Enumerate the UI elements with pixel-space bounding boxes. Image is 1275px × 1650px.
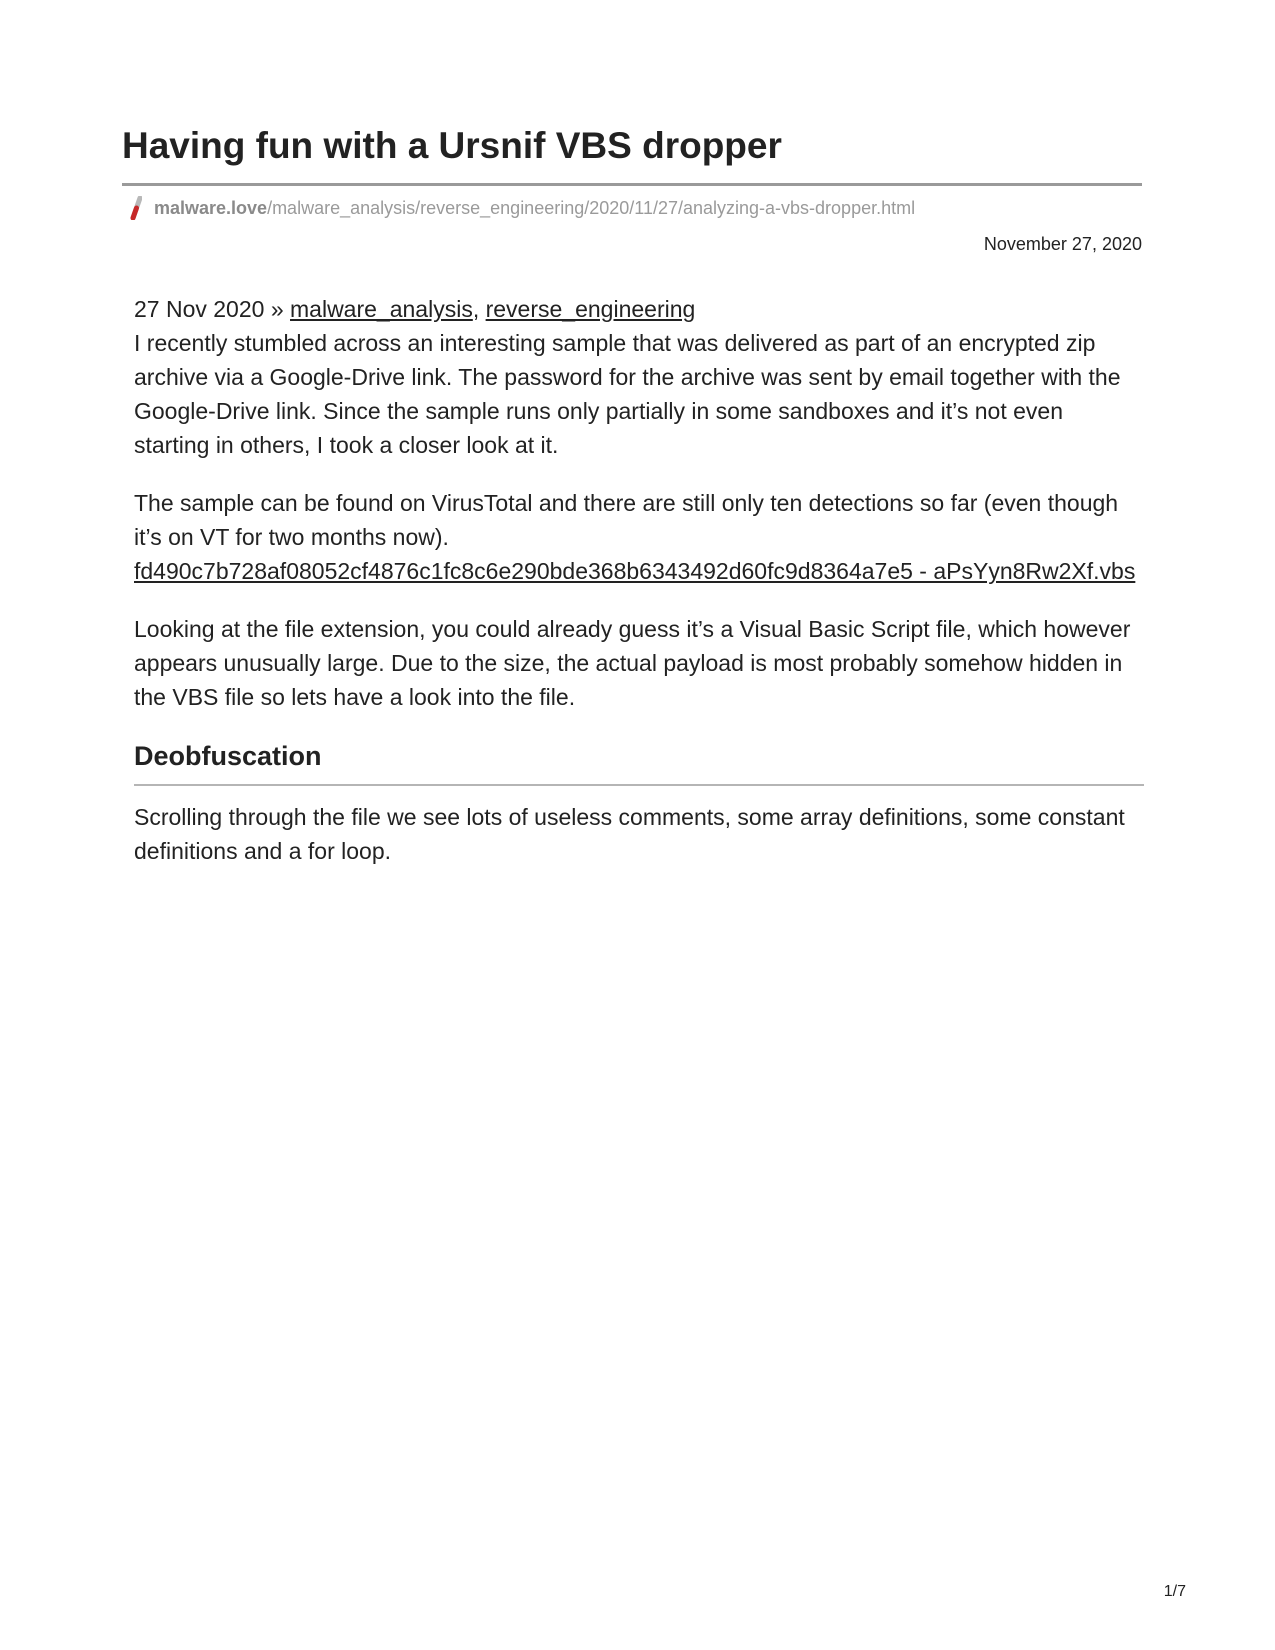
article-content — [134, 292, 1144, 892]
post-meta — [134, 292, 1144, 326]
scrolling-paragraph: Scrolling through the file we see lots of useless comments, some array definitions, some constant definitions and a for loop. — [134, 804, 1125, 864]
source-path: /malware_analysis/reverse_engineering/2020/11/27/analyzing-a-vbs-dropper.html — [267, 197, 916, 218]
page-title: Having fun with a Ursnif VBS dropper — [122, 125, 782, 166]
page-number: 1/7 — [1163, 1583, 1186, 1600]
source-domain: malware.love — [154, 197, 268, 218]
section-heading-deobfuscation: Deobfuscation — [134, 741, 322, 771]
sample-hash-link[interactable]: fd490c7b728af08052cf4876c1fc8c6e290bde368b6343492d60fc9d8364a7e5 - aPsYyn8Rw2Xf.vbs — [134, 558, 1136, 584]
post-date: 27 Nov 2020 » — [134, 296, 284, 322]
sample-description: The sample can be found on VirusTotal and there are still only ten detections so far (even though it’s on VT for two months now). — [134, 490, 1119, 550]
section-divider — [134, 784, 1144, 786]
file-extension-paragraph: Looking at the file extension, you could already guess it’s a Visual Basic Script file, which however appears unusually large. Due to the size, the actual payload is most probably somehow hidden in the VBS file so lets have a look into the file. — [134, 616, 1131, 710]
sample-paragraph — [134, 486, 1144, 588]
saved-date: November 27, 2020 — [983, 234, 1142, 254]
intro-paragraph: I recently stumbled across an interesting sample that was delivered as part of an encrypted zip archive via a Google-Drive link. The password for the archive was sent by email together with the Google-Drive link. Since the sample runs only partially in some sandboxes and it’s not even starting in others, I took a closer look at it. — [134, 330, 1121, 458]
category-link-malware-analysis[interactable]: malware_analysis — [290, 296, 473, 322]
category-link-reverse-engineering[interactable]: reverse_engineering — [485, 296, 696, 322]
test-tube-icon — [128, 196, 142, 220]
category-separator: , — [472, 296, 480, 322]
source-url[interactable] — [128, 196, 915, 220]
title-divider — [122, 183, 1142, 186]
